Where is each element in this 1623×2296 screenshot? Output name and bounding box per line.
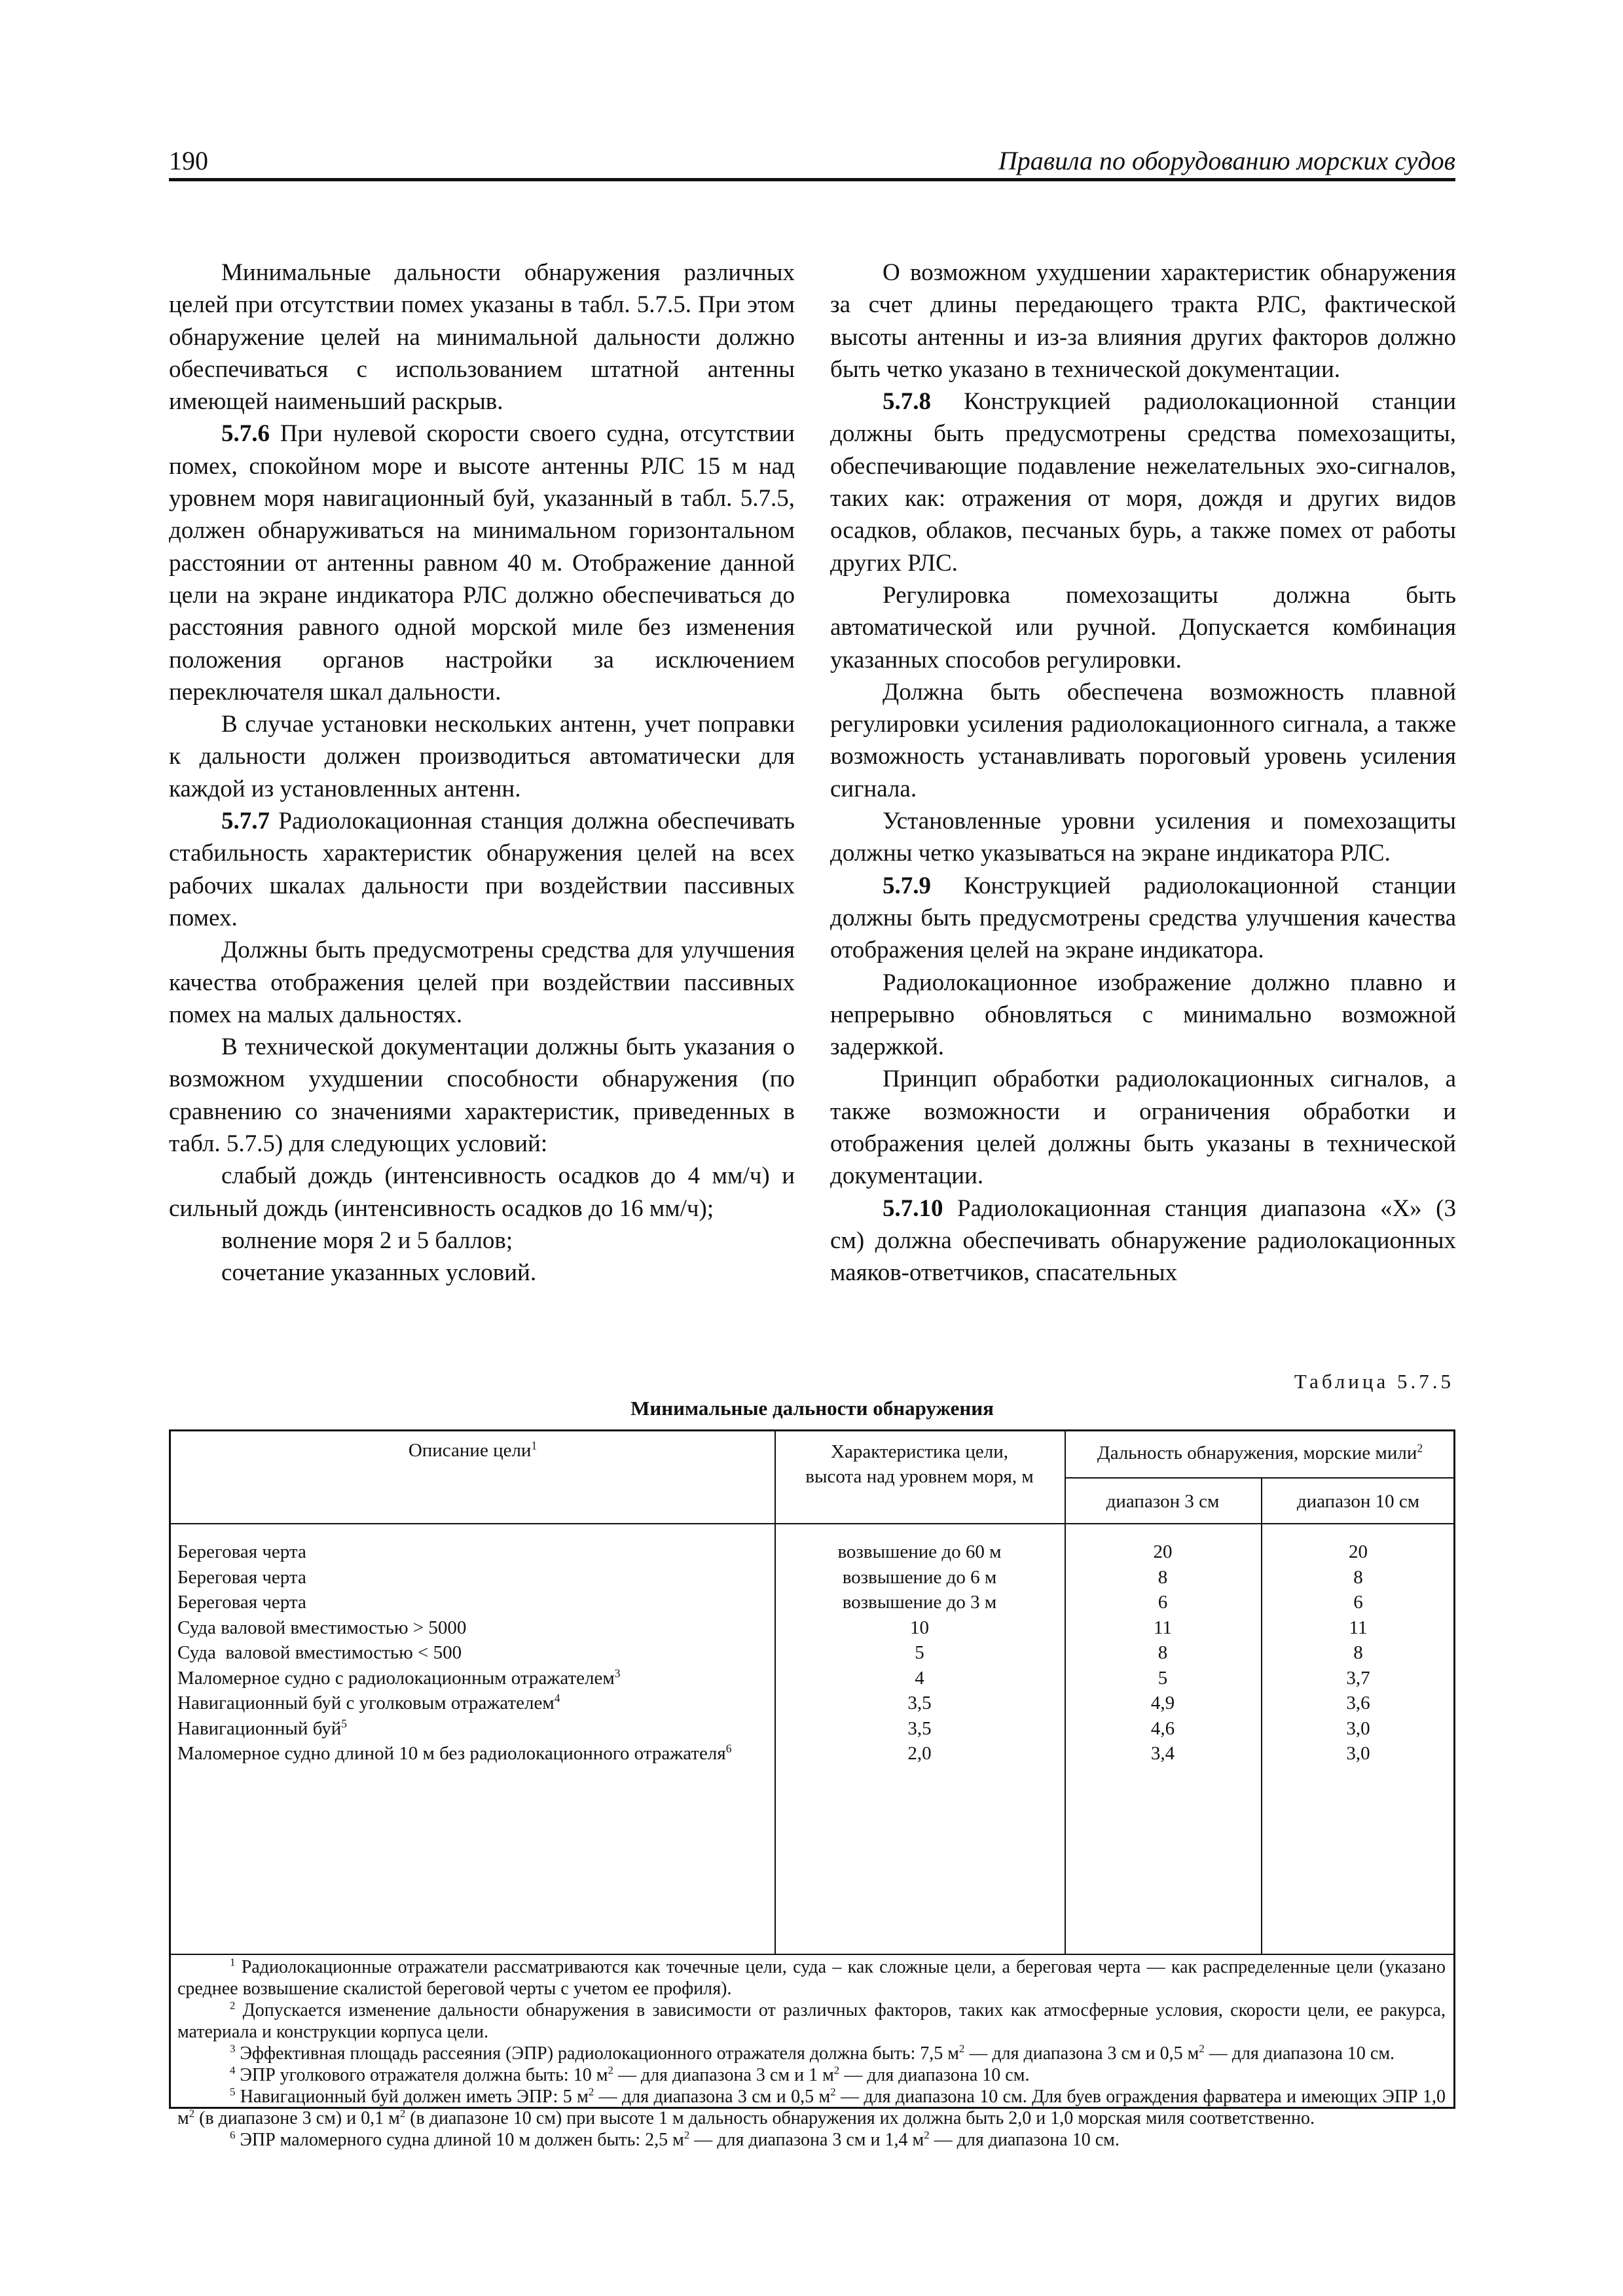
paragraph: Радиолокационное изображение должно плавно и непрерывно обновляться с минимально возможной задержкой. [830,969,1456,1061]
table-cell [177,1565,767,1590]
cell-text: Береговая черта [177,1541,306,1562]
paragraph [830,870,1456,967]
table-cell: 10 [910,1617,929,1638]
footnote [177,2064,1446,2086]
table-label: Таблица 5.7.5 [1294,1370,1454,1393]
footnote-mark: 6 [230,2128,236,2142]
table-cell: 3,7 [1346,1667,1370,1689]
table-cell: 8 [1353,1642,1363,1663]
paragraph [169,418,795,708]
table-cell: 20 [1153,1541,1173,1562]
cell-text: Суда валовой вместимостью < 500 [177,1642,462,1663]
square-mark: 2 [588,2085,594,2098]
paragraph: В случае установки нескольких антенн, учет поправки к дальности должен производиться автоматически для каждой из установленных антенн. [169,711,795,802]
paragraph: Должны быть предусмотрены средства для улучшения качества отображения целей при воздействии пассивных помех на малых дальностях. [169,937,795,1028]
table-cell [177,1741,767,1767]
table-cell [177,1691,767,1716]
section-number: 5.7.6 [221,420,270,448]
paragraph: Принцип обработки радиолокационных сигналов, а также возможности и ограничения обработки и отображения целей должны быть указаны в технической документации. [830,1066,1456,1190]
table-cell: 3,6 [1346,1693,1370,1713]
table-cell [177,1666,767,1691]
paragraph-text: Конструкцией радиолокационной станции должны быть предусмотрены средства помехозащиты, обеспечивающие подавление нежелательных эхо-сигналов, таких как: отражения от моря, дождя и других видов осадков, облаков, песчаных бурь, а также помех от работы других РЛС. [830,388,1456,577]
list-item: слабый дождь (интенсивность осадков до 4 мм/ч) и сильный дождь (интенсивность осадков до 16 мм/ч); [169,1162,795,1222]
table-cell [177,1615,767,1641]
footnote [177,2086,1446,2129]
footnote-mark: 3 [230,2042,236,2055]
footnote-text: ЭПР уголкового отражателя должна быть: 10 м [235,2065,608,2085]
footnote-text: — для диапазона 3 см и 0,5 м [594,2087,831,2107]
cell-text: Навигационный буй с уголковым отражателем [177,1693,555,1713]
table-cell [177,1590,767,1615]
header-text: высота над уровнем моря, м [805,1466,1034,1487]
footnote-text: — для диапазона 10 см. Для буев ограждения фарватера и имеющих ЭПР 1,0 м [177,2087,1446,2128]
header-text: Характеристика цели, [831,1441,1008,1462]
footnote-mark: 5 [230,2085,236,2098]
footnote-mark: 5 [341,1716,347,1730]
table-cell: 3,5 [907,1717,932,1739]
footnote-text: Навигационный буй должен иметь ЭПР: 5 м [235,2087,589,2107]
table-cell: 8 [1158,1642,1168,1663]
table-divider [171,1954,1455,1955]
header-text: Дальность обнаружения, морские мили [1097,1443,1417,1463]
header-range [1065,1441,1455,1465]
band-10cm-column [1261,1539,1455,1767]
header-rule [169,178,1455,181]
table-cell: 3,0 [1346,1743,1370,1764]
table-cell: 3,5 [907,1693,932,1713]
table-cell: 5 [1158,1667,1168,1689]
paragraph: О возможном ухудшении характеристик обнаружения за счет длины передающего тракта РЛС, фактической высоты антенны и из-за влияния других факторов должно быть четко указано в технической документации. [830,259,1456,383]
table-cell: 3,4 [1150,1743,1175,1764]
square-mark: 2 [833,2064,840,2077]
table-cell [177,1539,767,1565]
footnote [177,1956,1446,2000]
cell-text: Суда валовой вместимостью > 5000 [177,1617,467,1638]
page-number: 190 [169,146,208,175]
footnote [177,2000,1446,2043]
paragraph: Должна быть обеспечена возможность плавной регулировки усиления радиолокационного сигнала, а также возможность устанавливать пороговый уровень усиления сигнала. [830,678,1456,802]
table-cell [177,1640,767,1666]
table-cell: 6 [1158,1592,1168,1613]
section-number: 5.7.9 [883,872,931,899]
table-cell: возвышение до 3 м [842,1592,997,1613]
paragraph-text: Радиолокационная станция должна обеспечивать стабильность характеристик обнаружения целей на всех рабочих шкалах дальности при воздействии пассивных помех. [169,808,795,931]
square-mark: 2 [959,2042,965,2055]
footnote-mark: 4 [230,2064,236,2077]
table-cell: 11 [1154,1617,1172,1638]
footnote-mark: 3 [614,1666,621,1679]
footnote-text: (в диапазоне 10 см) при высоте 1 м дальность обнаружения их должна быть 2,0 и 1,0 морская миля соответственно. [405,2108,1315,2128]
footnote-mark: 1 [531,1439,538,1452]
table-cell: возвышение до 60 м [837,1541,1002,1562]
square-mark: 2 [399,2107,406,2120]
square-mark: 2 [189,2107,195,2120]
footnote-mark: 2 [230,1999,236,2012]
table-cell: 5 [915,1642,924,1663]
table-cell: 4 [915,1667,924,1689]
list-item: волнение моря 2 и 5 баллов; [221,1227,513,1254]
table-cell: 3,0 [1346,1717,1370,1739]
table-cell: возвышение до 6 м [842,1566,997,1588]
paragraph [830,1193,1456,1289]
footnote-text: — для диапазона 10 см. [839,2065,1030,2085]
footnote-text: — для диапазона 3 см и 1 м [613,2065,834,2085]
square-mark: 2 [608,2064,613,2077]
table-caption: Минимальные дальности обнаружения [630,1397,994,1420]
footnote [177,2129,1446,2151]
cell-text: Береговая черта [177,1592,306,1613]
band-3cm-column [1065,1539,1261,1767]
cell-text: Навигационный буй [177,1717,342,1739]
table-cell: 2,0 [907,1743,932,1764]
page-header [169,145,1455,178]
paragraph: В технической документации должны быть указания о возможном ухудшении способности обнаружения (по сравнению со значениями характеристик, приведенных в табл. 5.7.5) для следующих условий: [169,1033,795,1158]
paragraph [830,386,1456,579]
section-number: 5.7.7 [221,808,270,835]
table-divider [171,1523,1455,1524]
paragraph: Регулировка помехозащиты должна быть автоматической или ручной. Допускается комбинация указанных способов регулировки. [830,581,1456,673]
square-mark: 2 [830,2085,836,2098]
footnote-text: — для диапазона 3 см и 0,5 м [964,2043,1199,2064]
table-cell: 6 [1353,1592,1363,1613]
paragraph [169,805,795,934]
table-footnotes [177,1956,1446,2151]
table-cell: 8 [1158,1566,1168,1588]
description-column [177,1539,767,1767]
running-title: Правила по оборудованию морских судов [998,146,1455,175]
footnote-text: Эффективная площадь рассеяния (ЭПР) радиолокационного отражателя должна быть: 7,5 м [235,2043,960,2064]
footnote-text: (в диапазоне 3 см) и 0,1 м [194,2108,400,2128]
footnote-text: ЭПР маломерного судна длиной 10 м должен быть: 2,5 м [235,2130,684,2150]
paragraph-text: При нулевой скорости своего судна, отсутствии помех, спокойном море и высоте антенны РЛС 15 м над уровнем моря навигационный буй, указанный в табл. 5.7.5, должен обнаруживаться на минимальном горизонтальном расстоянии от антенны равном 40 м. Отображение данной цели на экране индикатора РЛС должно обеспечиваться до расстояния равного одной морской миле без изменения положения органов настройки за исключением переключателя шкал дальности. [169,420,795,706]
footnote-mark: 2 [1417,1441,1423,1455]
cell-text: Маломерное судно длиной 10 м без радиолокационного отражателя [177,1743,726,1764]
footnote-text: — для диапазона 10 см. [1204,2043,1395,2064]
footnote-text: — для диапазона 10 см. [929,2130,1120,2150]
paragraph-text: Конструкцией радиолокационной станции должны быть предусмотрены средства улучшения качества отображения целей на экране индикатора. [830,872,1456,964]
list-item: сочетание указанных условий. [221,1259,537,1287]
footnote-mark: 1 [230,1956,236,1969]
table-cell: 20 [1349,1541,1368,1562]
paragraph-text: Радиолокационная станция диапазона «X» (3 см) должна обеспечивать обнаружение радиолокационных маяков-ответчиков, спасательных [830,1194,1456,1287]
characteristic-column [775,1539,1065,1767]
footnote-mark: 4 [554,1691,560,1705]
paragraph: Минимальные дальности обнаружения различных целей при отсутствии помех указаны в табл. 5.7.5. При этом обнаружение целей на минимальной дальности должно обеспечиваться с использованием штатной антенны имеющей наименьший раскрыв. [169,259,795,416]
footnote [177,2043,1446,2064]
header-band-3cm: диапазон 3 см [1106,1491,1220,1512]
cell-text: Маломерное судно с радиолокационным отражателем [177,1667,615,1689]
square-mark: 2 [924,2128,930,2142]
cell-text: Береговая черта [177,1566,306,1588]
table-divider [1065,1477,1455,1479]
header-band-10cm: диапазон 10 см [1296,1491,1420,1512]
section-number: 5.7.10 [883,1194,943,1222]
square-mark: 2 [1199,2042,1205,2055]
right-column [830,257,1456,1289]
header-characteristic [775,1439,1065,1489]
header-description [171,1438,775,1463]
footnote-text: — для диапазона 3 см и 1,4 м [689,2130,924,2150]
table-cell: 11 [1349,1617,1368,1638]
paragraph: Установленные уровни усиления и помехозащиты должны четко указываться на экране индикатора РЛС. [830,808,1456,867]
section-number: 5.7.8 [883,388,931,416]
footnote-text: Допускается изменение дальности обнаружения в зависимости от различных факторов, таких как атмосферные условия, скорости цели, ее ракурса, материала и конструкции корпуса цели. [177,2000,1446,2042]
table-cell: 4,9 [1150,1693,1175,1713]
footnote-mark: 6 [725,1742,732,1755]
left-column [169,257,795,1289]
square-mark: 2 [684,2128,690,2142]
table-cell: 8 [1353,1566,1363,1588]
detection-range-table [169,1429,1455,2150]
table-cell [177,1716,767,1742]
footnote-text: Радиолокационные отражатели рассматриваются как точечные цели, суда – как сложные цели, а береговая черта — как распределенные цели (указано среднее возвышение скалистой береговой черты с учетом ее профиля). [177,1957,1446,1999]
table-cell: 4,6 [1150,1717,1175,1739]
header-text: Описание цели [408,1440,532,1461]
